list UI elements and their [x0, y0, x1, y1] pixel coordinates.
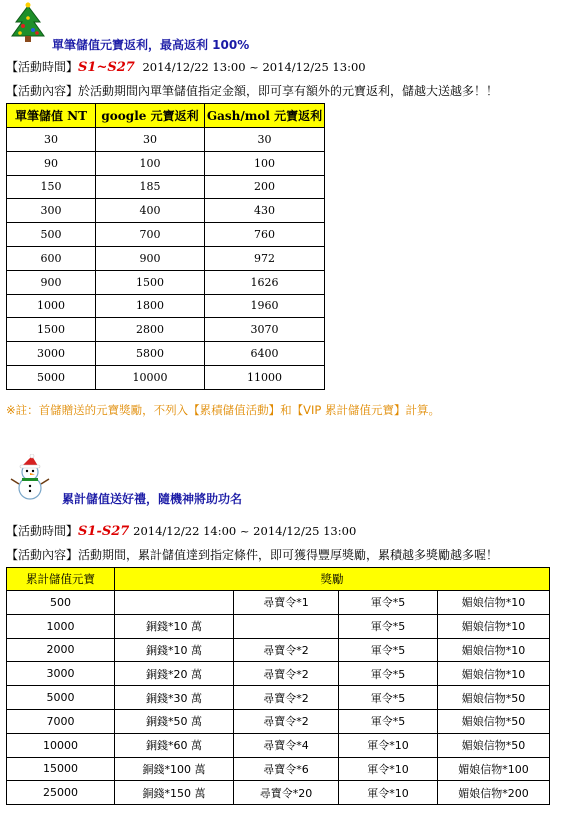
- table-cell: 1800: [96, 294, 205, 318]
- table-cell: 軍令*5: [339, 614, 438, 638]
- table-cell: 972: [205, 246, 325, 270]
- content-text: 活動期間，累計儲值達到指定條件，即可獲得豐厚獎勵，累積越多獎勵越多喔！: [78, 548, 499, 562]
- table-cell: 1960: [205, 294, 325, 318]
- table-cell: 760: [205, 223, 325, 247]
- table-row: [7, 175, 325, 199]
- table-cell: 7000: [7, 709, 115, 733]
- table-row: [7, 246, 325, 270]
- table-cell: 5000: [7, 365, 96, 389]
- table-row: [7, 757, 550, 781]
- table-cell: 6400: [205, 342, 325, 366]
- table-cell: 銅錢*10 萬: [115, 614, 234, 638]
- table-cell: 15000: [7, 757, 115, 781]
- table-cell: 銅錢*100 萬: [115, 757, 234, 781]
- section1-time-line: [6, 58, 366, 75]
- table-cell: 軍令*10: [339, 733, 438, 757]
- time-label: 【活動時間】: [6, 524, 79, 538]
- table-cell: [234, 614, 339, 638]
- table-row: [7, 199, 325, 223]
- section2-title: 累計儲值送好禮，隨機神將助功名: [62, 492, 243, 506]
- table-cell: 900: [7, 270, 96, 294]
- table-cell: 10000: [7, 733, 115, 757]
- table-cell: 100: [205, 151, 325, 175]
- table-cell: 軍令*5: [339, 686, 438, 710]
- table-header-row: [7, 568, 550, 591]
- table-cell: [115, 591, 234, 615]
- table-cell: 430: [205, 199, 325, 223]
- table-header-cell: 累計儲值元寶: [7, 568, 115, 591]
- table-cell: 30: [96, 128, 205, 152]
- content-text: 於活動期間內單筆儲值指定金額，即可享有額外的元寶返利，儲越大送越多！！: [78, 84, 499, 98]
- table-row: [7, 342, 325, 366]
- table-cell: 軍令*5: [339, 591, 438, 615]
- table-cell: 媚娘信物*10: [438, 638, 550, 662]
- table-cell: 銅錢*50 萬: [115, 709, 234, 733]
- table-header-cell: Gash/mol 元寶返利: [205, 104, 325, 128]
- table-cell: 媚娘信物*50: [438, 686, 550, 710]
- table-cell: 100: [96, 151, 205, 175]
- table-cell: 銅錢*20 萬: [115, 662, 234, 686]
- table-cell: 3000: [7, 342, 96, 366]
- table-cell: 銅錢*60 萬: [115, 733, 234, 757]
- table-cell: 尋寶令*2: [234, 686, 339, 710]
- section1-note: ※註：首儲贈送的元寶獎勵，不列入【累積儲值活動】和【VIP 累計儲值元寶】計算。: [6, 403, 440, 417]
- table-row: [7, 151, 325, 175]
- table-row: [7, 709, 550, 733]
- table-cell: 軍令*5: [339, 638, 438, 662]
- table-cell: 軍令*5: [339, 709, 438, 733]
- table-cell: 400: [96, 199, 205, 223]
- table-cell: 尋寶令*2: [234, 662, 339, 686]
- table-cell: 媚娘信物*10: [438, 614, 550, 638]
- table-cell: 30: [205, 128, 325, 152]
- table-row: [7, 128, 325, 152]
- table-row: [7, 270, 325, 294]
- table-header-row: [7, 104, 325, 128]
- time-servers: S1~S27: [78, 60, 135, 75]
- table-cell: 150: [7, 175, 96, 199]
- table-cell: 200: [205, 175, 325, 199]
- table-row: [7, 614, 550, 638]
- table-cell: 銅錢*30 萬: [115, 686, 234, 710]
- topup-rebate-table: [6, 103, 325, 390]
- table-row: [7, 223, 325, 247]
- table-cell: 媚娘信物*10: [438, 662, 550, 686]
- time-label: 【活動時間】: [6, 60, 79, 74]
- table-cell: 銅錢*150 萬: [115, 781, 234, 805]
- table-cell: 30: [7, 128, 96, 152]
- table-cell: 5800: [96, 342, 205, 366]
- table-cell: 銅錢*10 萬: [115, 638, 234, 662]
- table-cell: 1500: [7, 318, 96, 342]
- table-row: [7, 686, 550, 710]
- snowman-icon: [8, 454, 52, 502]
- content-label: 【活動內容】: [6, 84, 79, 98]
- table-header-cell: google 元寶返利: [96, 104, 205, 128]
- christmas-tree-icon: [8, 2, 48, 46]
- section2-time-line: [6, 522, 356, 539]
- table-cell: 1626: [205, 270, 325, 294]
- time-servers: S1-S27: [78, 524, 130, 539]
- table-row: [7, 733, 550, 757]
- table-cell: 600: [7, 246, 96, 270]
- table-cell: 媚娘信物*200: [438, 781, 550, 805]
- table-cell: 媚娘信物*100: [438, 757, 550, 781]
- table-header-cell: 獎勵: [115, 568, 550, 591]
- table-cell: 5000: [7, 686, 115, 710]
- table-cell: 媚娘信物*50: [438, 709, 550, 733]
- table-cell: 尋寶令*1: [234, 591, 339, 615]
- table-cell: 700: [96, 223, 205, 247]
- cumulative-reward-table: [6, 567, 550, 805]
- table-cell: 11000: [205, 365, 325, 389]
- section1-content-line: [6, 82, 498, 99]
- table-cell: 媚娘信物*50: [438, 733, 550, 757]
- table-cell: 500: [7, 591, 115, 615]
- table-cell: 1000: [7, 614, 115, 638]
- table-cell: 尋寶令*6: [234, 757, 339, 781]
- table-cell: 軍令*10: [339, 781, 438, 805]
- table-row: [7, 318, 325, 342]
- time-range: 2014/12/22 14:00 ~ 2014/12/25 13:00: [133, 524, 357, 538]
- table-cell: 3000: [7, 662, 115, 686]
- table-row: [7, 781, 550, 805]
- table-header-cell: 單筆儲值 NT: [7, 104, 96, 128]
- table-cell: 尋寶令*4: [234, 733, 339, 757]
- table-cell: 90: [7, 151, 96, 175]
- table-cell: 軍令*10: [339, 757, 438, 781]
- table-cell: 2800: [96, 318, 205, 342]
- table-cell: 尋寶令*2: [234, 709, 339, 733]
- table-row: [7, 662, 550, 686]
- table-cell: 300: [7, 199, 96, 223]
- table-cell: 媚娘信物*10: [438, 591, 550, 615]
- table-cell: 25000: [7, 781, 115, 805]
- table-cell: 尋寶令*20: [234, 781, 339, 805]
- table-cell: 2000: [7, 638, 115, 662]
- table-cell: 10000: [96, 365, 205, 389]
- table-row: [7, 638, 550, 662]
- section2-content-line: [6, 546, 498, 563]
- section1-title: 單筆儲值元寶返利，最高返利 100%: [52, 38, 250, 52]
- content-label: 【活動內容】: [6, 548, 79, 562]
- table-cell: 1500: [96, 270, 205, 294]
- table-row: [7, 591, 550, 615]
- table-row: [7, 365, 325, 389]
- table-row: [7, 294, 325, 318]
- table-cell: 185: [96, 175, 205, 199]
- table-cell: 軍令*5: [339, 662, 438, 686]
- table-cell: 900: [96, 246, 205, 270]
- table-cell: 1000: [7, 294, 96, 318]
- table-cell: 500: [7, 223, 96, 247]
- time-range: 2014/12/22 13:00 ~ 2014/12/25 13:00: [142, 60, 366, 74]
- table-cell: 3070: [205, 318, 325, 342]
- table-cell: 尋寶令*2: [234, 638, 339, 662]
